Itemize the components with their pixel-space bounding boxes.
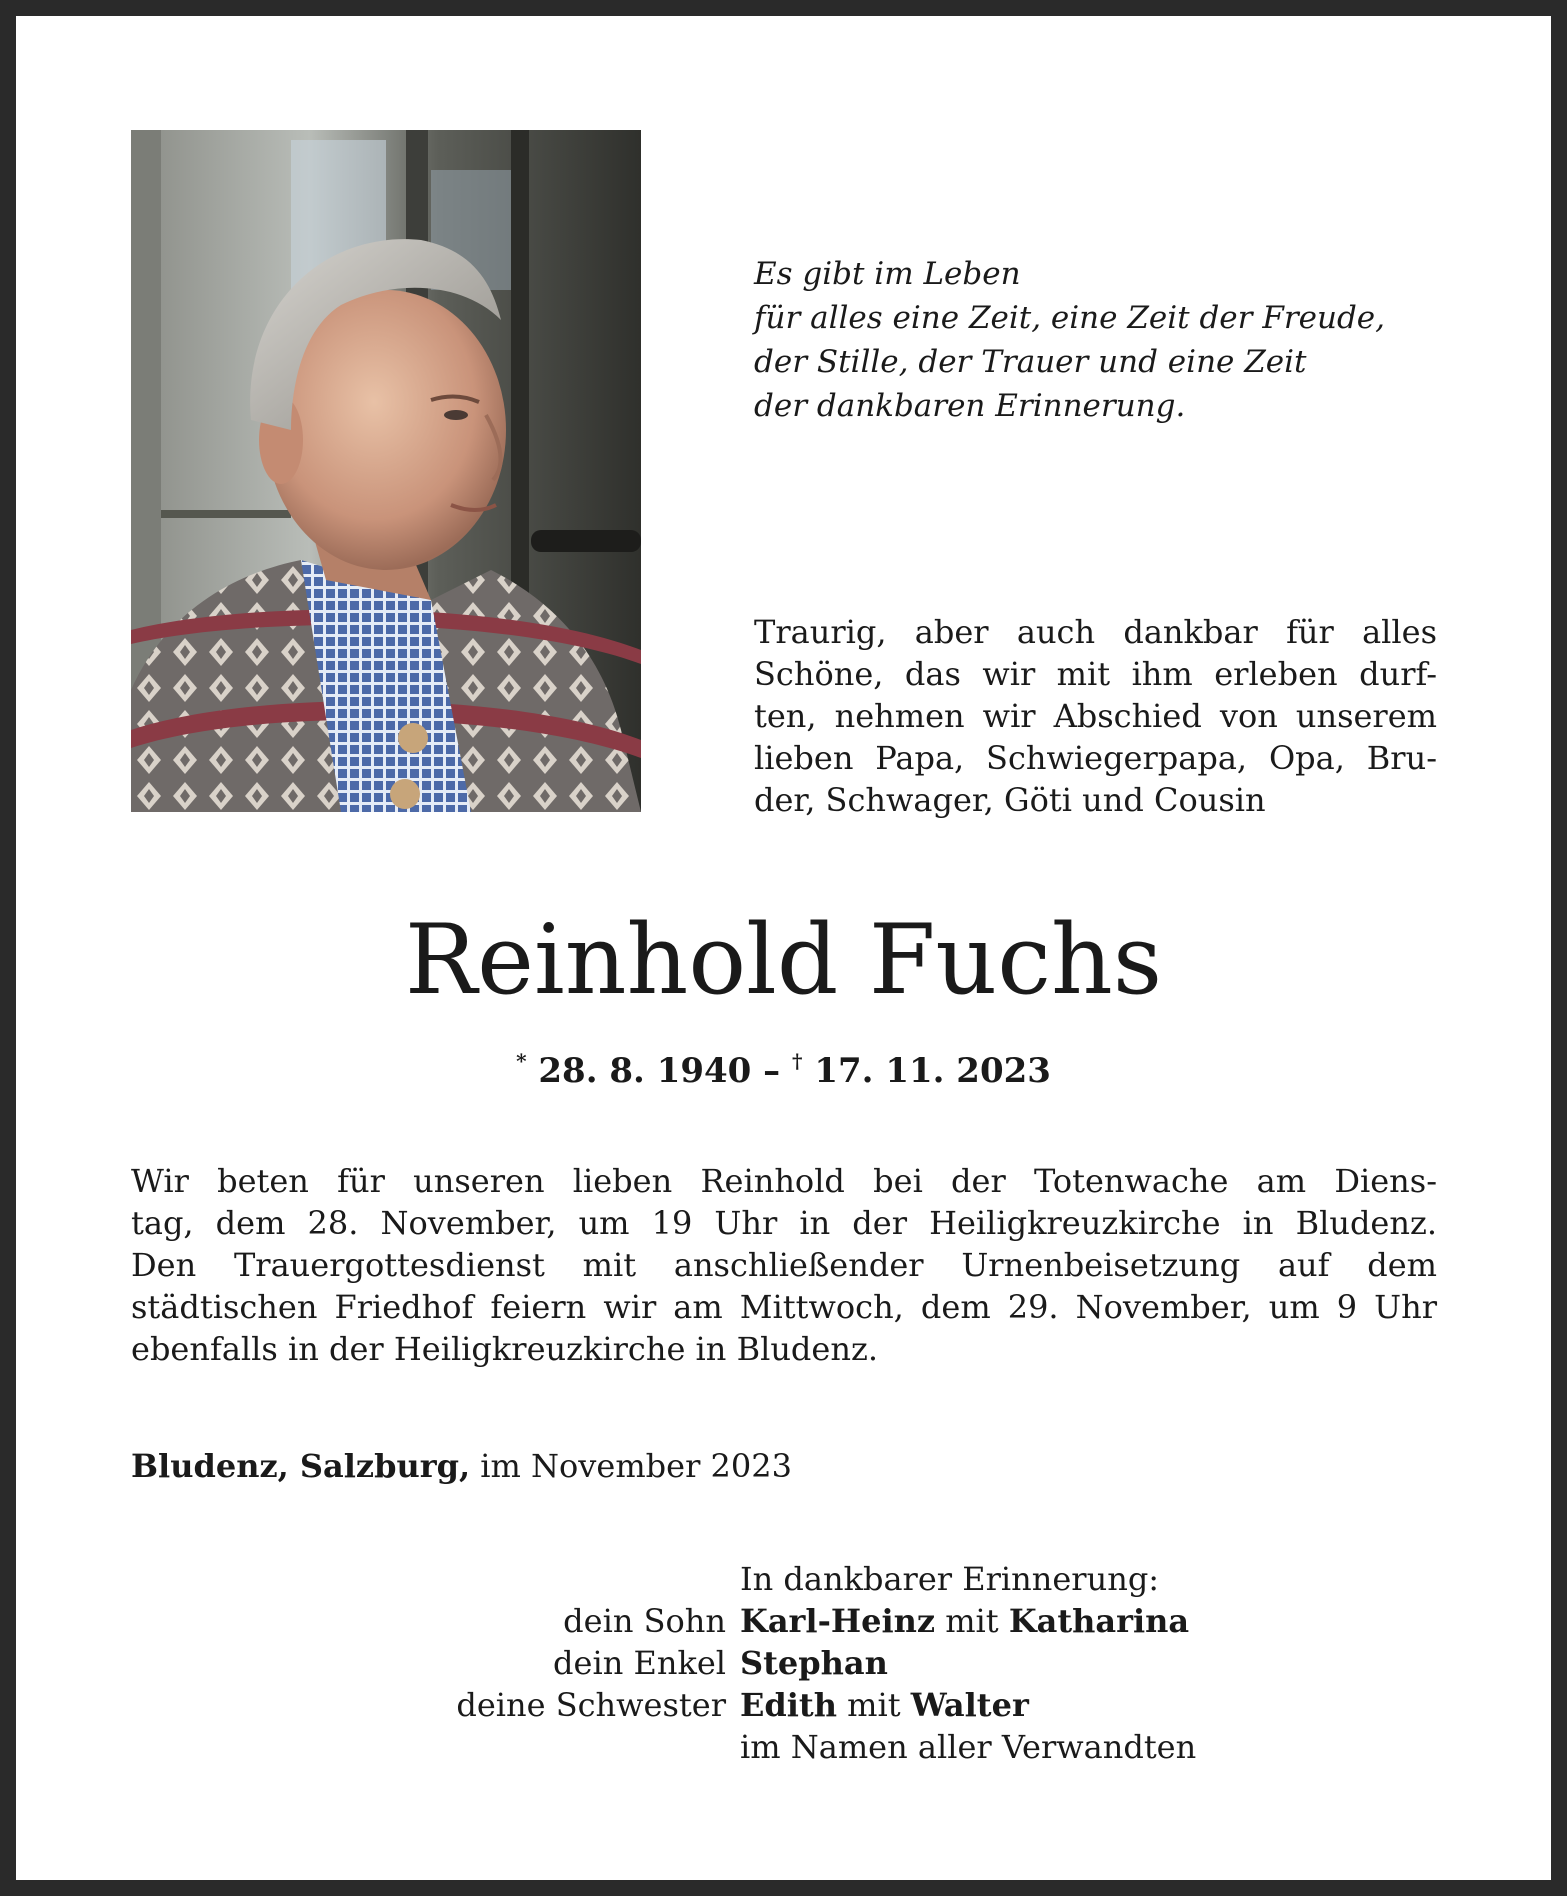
mourner-name: Karl-Heinz [740,1602,936,1640]
life-dates [0,1037,1567,1095]
joiner: mit [847,1686,901,1724]
relation: dein Sohn [563,1602,726,1640]
joiner: mit [945,1602,999,1640]
quote-line: für alles eine Zeit, eine Zeit der Freude, [754,300,1386,336]
intro-paragraph [754,611,1437,821]
mourner-name: Katharina [1008,1602,1190,1640]
quote-line: der Stille, der Trauer und eine Zeit [754,344,1307,380]
portrait-photo [131,130,641,812]
mourner-name: Edith [740,1686,837,1724]
intro-line: ten, nehmen wir Abschied von unserem [754,697,1437,735]
signature-row [300,1600,1400,1642]
signature-row [300,1684,1400,1726]
service-line: Wir beten für unseren lieben Reinhold bei der Totenwache am Diens- [131,1162,1437,1200]
birth-date: 28. 8. 1940 [538,1051,752,1091]
intro-line: lieben Papa, Schwiegerpapa, Opa, Bru- [754,739,1437,777]
signature-block [300,1558,1400,1768]
quote-line: der dankbaren Erinnerung. [754,388,1186,424]
relation: deine Schwester [456,1686,726,1724]
intro-line: der, Schwager, Göti und Cousin [754,781,1266,819]
signature-heading: In dankbarer Erinnerung: [740,1560,1160,1598]
place-and-date [131,1444,792,1488]
death-mark: † [792,1049,803,1073]
relation: dein Enkel [553,1644,726,1682]
memorial-quote [754,252,1454,428]
place-date: im November 2023 [480,1447,792,1485]
date-separator: – [763,1051,781,1091]
birth-mark: * [516,1049,527,1073]
death-date: 17. 11. 2023 [814,1051,1051,1091]
intro-line: Schöne, das wir mit ihm erleben durf- [754,655,1437,693]
service-line: ebenfalls in der Heiligkreuzkirche in Bludenz. [131,1330,878,1368]
service-paragraph [131,1160,1437,1370]
service-line: tag, dem 28. November, um 19 Uhr in der Heiligkreuzkirche in Bludenz. [131,1204,1437,1242]
service-line: städtischen Friedhof feiern wir am Mittwoch, dem 29. November, um 9 Uhr [131,1288,1437,1326]
mourner-name: Stephan [740,1644,888,1682]
signature-row [300,1642,1400,1684]
service-line: Den Trauergottesdienst mit anschließender Urnenbeisetzung auf dem [131,1246,1437,1284]
quote-line: Es gibt im Leben [754,256,1021,292]
place-locations: Bludenz, Salzburg, [131,1447,471,1485]
mourner-name: Walter [910,1686,1029,1724]
deceased-name: Reinhold Fuchs [404,904,1163,1016]
intro-line: Traurig, aber auch dankbar für alles [754,613,1437,651]
signature-closing: im Namen aller Verwandten [740,1728,1197,1766]
